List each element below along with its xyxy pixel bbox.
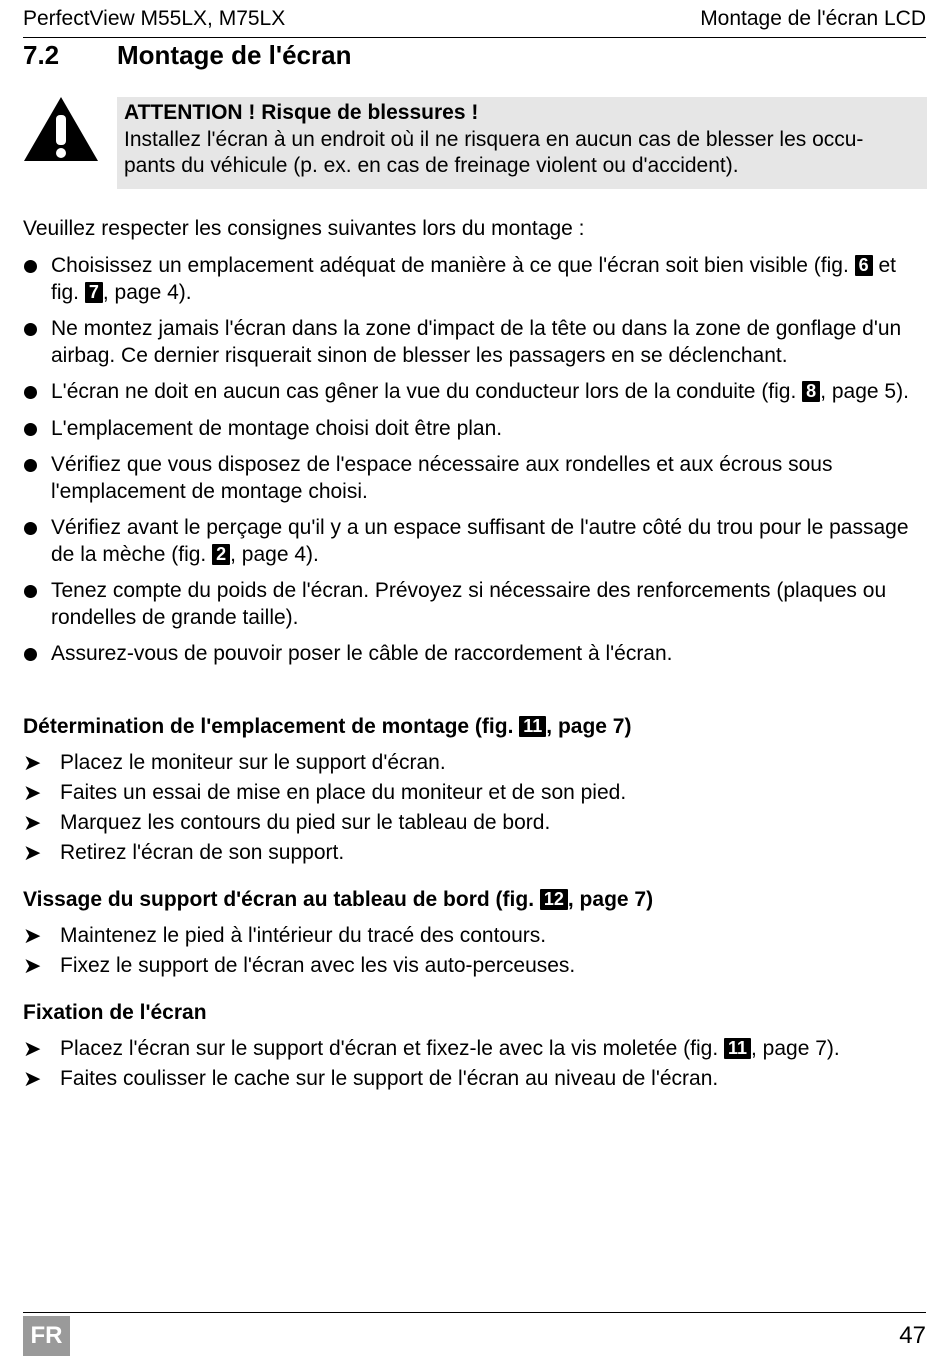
footer-divider	[23, 1312, 926, 1313]
step-text: , page 7).	[751, 1037, 840, 1060]
figure-badge: 11	[519, 716, 546, 737]
figure-badge: 8	[802, 381, 820, 402]
step-item	[23, 1064, 928, 1094]
subheading-text: Vissage du support d'écran au tableau de bord (fig.	[23, 888, 540, 911]
bullet-list	[23, 253, 928, 678]
warning-box	[117, 97, 927, 189]
section-title-text: Montage de l'écran	[117, 40, 352, 70]
list-item	[23, 641, 928, 668]
arrow-icon: ➤	[23, 810, 42, 835]
list-item-text: Choisissez un emplacement adéquat de manière à ce que l'écran soit bien visible (fig.	[51, 254, 855, 277]
arrow-icon: ➤	[23, 1066, 42, 1091]
list-item-text: Vérifiez avant le perçage qu'il y a un espace suffisant de l'autre côté du trou pour le passage de la mèche (fig.	[51, 516, 909, 566]
list-item-text: Tenez compte du poids de l'écran. Prévoyez si nécessaire des renforcements (plaques ou rondelles de grande taille).	[51, 579, 887, 629]
bullet-icon	[24, 323, 37, 336]
section-number: 7.2	[23, 40, 60, 70]
subheading-determination	[23, 715, 631, 739]
page-number: 47	[899, 1322, 926, 1349]
step-text: Maintenez le pied à l'intérieur du tracé des contours.	[60, 924, 547, 947]
step-text: Placez l'écran sur le support d'écran et fixez-le avec la vis moletée (fig.	[60, 1037, 724, 1060]
subheading-fixation: Fixation de l'écran	[23, 1001, 207, 1024]
list-item	[23, 316, 928, 369]
list-item	[23, 379, 928, 406]
step-text: Faites un essai de mise en place du moniteur et de son pied.	[60, 781, 627, 804]
bullet-icon	[24, 522, 37, 535]
arrow-icon: ➤	[23, 953, 42, 978]
subheading-text: , page 7)	[546, 715, 632, 738]
figure-badge: 11	[724, 1038, 751, 1059]
step-text: Placez le moniteur sur le support d'écran.	[60, 751, 446, 774]
section-title	[23, 40, 351, 71]
list-item-text: Vérifiez que vous disposez de l'espace nécessaire aux rondelles et aux écrous sous l'emplacement de montage choisi.	[51, 453, 833, 503]
list-item-text: L'écran ne doit en aucun cas gêner la vue du conducteur lors de la conduite (fig.	[51, 380, 803, 403]
step-list-vissage	[23, 921, 928, 981]
step-item	[23, 951, 928, 981]
step-text: Retirez l'écran de son support.	[60, 841, 345, 864]
step-list-fixation	[23, 1034, 928, 1094]
warning-triangle-icon	[22, 95, 100, 163]
list-item-text: , page 5).	[820, 380, 909, 403]
warning-text-line1: Installez l'écran à un endroit où il ne risquera en aucun cas de blesser les occu-	[124, 127, 864, 151]
bullet-icon	[24, 260, 37, 273]
list-item	[23, 452, 928, 505]
step-item	[23, 1034, 928, 1064]
subheading-text: , page 7)	[567, 888, 654, 911]
warning-title: ATTENTION ! Risque de blessures !	[124, 101, 479, 124]
intro-text: Veuillez respecter les consignes suivantes lors du montage :	[23, 217, 585, 240]
step-text: Faites coulisser le cache sur le support de l'écran au niveau de l'écran.	[60, 1067, 719, 1090]
bullet-icon	[24, 459, 37, 472]
list-item-text: , page 4).	[102, 280, 192, 304]
bullet-icon	[24, 423, 37, 436]
step-text: Marquez les contours du pied sur le tableau de bord.	[60, 811, 551, 834]
step-item	[23, 838, 928, 868]
bullet-icon	[24, 648, 37, 661]
header-chapter: Montage de l'écran LCD	[700, 7, 926, 30]
list-item-text: L'emplacement de montage choisi doit être plan.	[51, 416, 503, 440]
step-item	[23, 778, 928, 808]
arrow-icon: ➤	[23, 840, 42, 865]
list-item	[23, 515, 928, 568]
list-item	[23, 578, 928, 631]
figure-badge: 7	[85, 282, 103, 303]
step-list-determination	[23, 748, 928, 868]
step-item	[23, 921, 928, 951]
bullet-icon	[24, 386, 37, 399]
list-item-text: et fig.	[51, 254, 896, 304]
figure-badge: 6	[855, 255, 873, 276]
step-item	[23, 748, 928, 778]
list-item-text: Assurez-vous de pouvoir poser le câble de raccordement à l'écran.	[51, 642, 673, 665]
page-header	[23, 5, 926, 38]
arrow-icon: ➤	[23, 923, 42, 948]
list-item-text: Ne montez jamais l'écran dans la zone d'impact de la tête ou dans la zone de gonflage d'un airbag. Ce dernier risquerait sinon de blesser les passagers en se déclenchant.	[51, 317, 902, 367]
arrow-icon: ➤	[23, 750, 42, 775]
language-badge: FR	[23, 1316, 70, 1356]
warning-text-line2: pants du véhicule (p. ex. en cas de freinage violent ou d'accident).	[124, 154, 739, 177]
list-item	[23, 253, 928, 306]
figure-badge: 12	[540, 889, 568, 910]
figure-badge: 2	[212, 544, 230, 565]
subheading-text: Détermination de l'emplacement de montage (fig.	[23, 715, 520, 738]
arrow-icon: ➤	[23, 780, 42, 805]
subheading-vissage	[23, 888, 653, 912]
arrow-icon: ➤	[23, 1036, 42, 1061]
list-item-text: , page 4).	[230, 542, 319, 566]
header-product: PerfectView M55LX, M75LX	[23, 7, 286, 30]
list-item	[23, 416, 928, 443]
step-text: Fixez le support de l'écran avec les vis auto-perceuses.	[60, 954, 576, 977]
step-item	[23, 808, 928, 838]
bullet-icon	[24, 585, 37, 598]
